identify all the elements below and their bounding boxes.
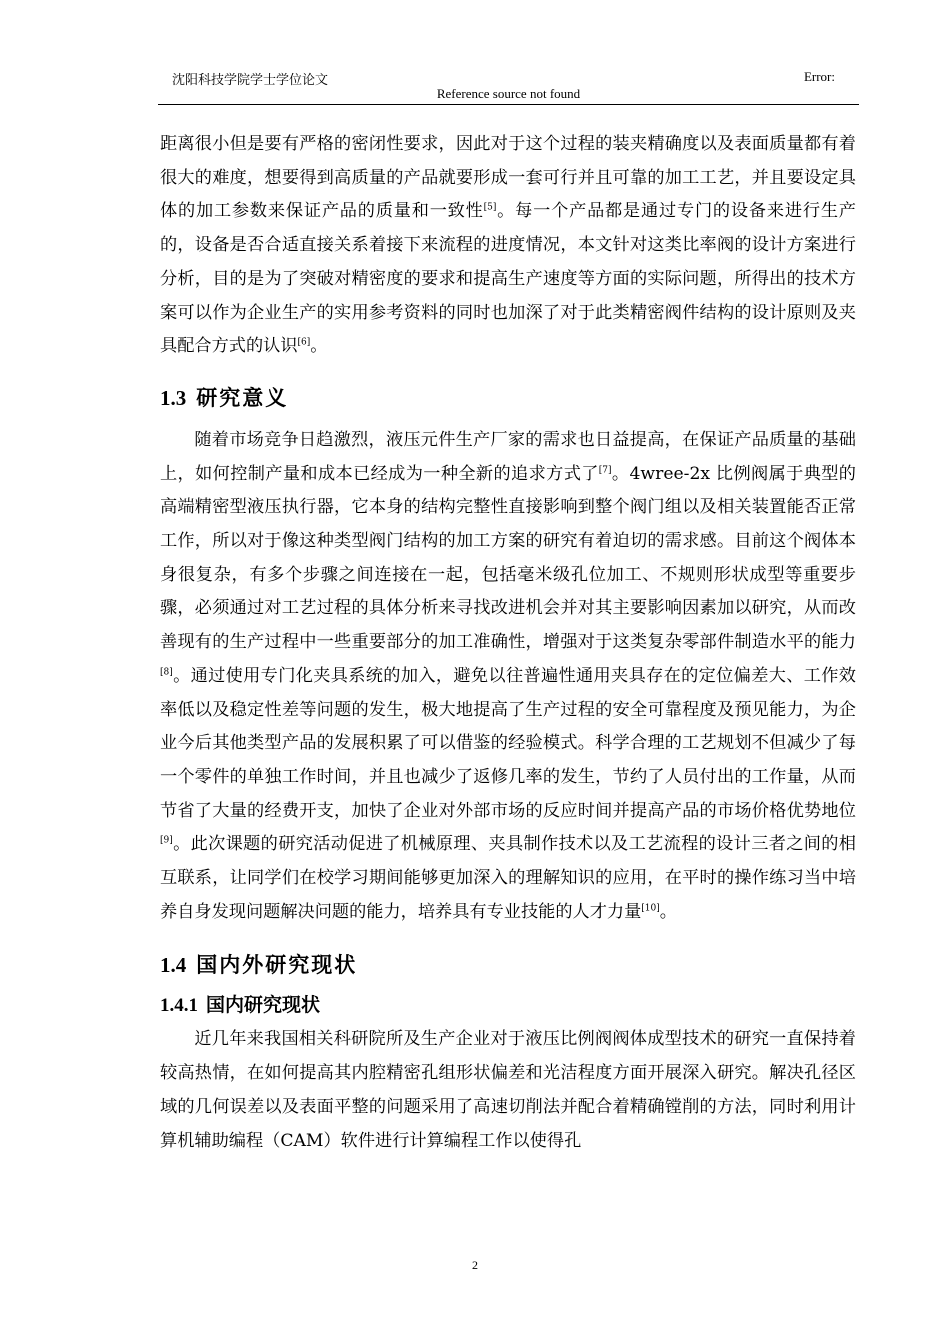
citation: [10] [641,903,660,914]
section-heading-1-3: 1.3 研究意义 [160,384,289,410]
citation: [7] [598,464,612,475]
citation: [5] [483,202,497,213]
citation: [8] [160,667,173,678]
paragraph-research-significance: 随着市场竞争日趋激烈，液压元件生产厂家的需求也日益提高，在保证产品质量的基础上，如何控制产量和成本已经成为一种全新的追求方式了[7]。4wree-2x 比例阀属于典型的高端精密型液压执行器，它本身的结构完整性直接影响到整个阀门组以及相关装置能否正常工作，所以对于像这种类型阀门结构的加工方案的研究有着迫切的需求感。目前这个阀体本身很复杂，有多个步骤之间连接在一起，包括毫米级孔位加工、不规则形状成型等重要步骤，必须通过对工艺过程的具体分析来寻找改进机会并对其主要影响因素加以研究，从而改善现有的生产过程中一些重要部分的加工准确性，增强对于这类复杂零部件制造水平的能力[8]。通过使用专门化夹具系统的加入，避免以往普遍性通用夹具存在的定位偏差大、工作效率低以及稳定性差等问题的发生，极大地提高了生产过程的安全可靠程度及预见能力，为企业今后其他类型产品的发展积累了可以借鉴的经验模式。科学合理的工艺规划不但减少了每一个零件的单独工作时间，并且也减少了返修几率的发生，节约了人员付出的工作量，从而节省了大量的经费开支，加快了企业对外部市场的反应时间并提高产品的市场价格优势地位[9]。此次课题的研究活动促进了机械原理、夹具制作技术以及工艺流程的设计三者之间的相互联系，让同学们在校学习期间能够更加深入的理解知识的应用，在平时的操作练习当中培养自身发现问题解决问题的能力，培养具有专业技能的人才力量[10]。 [160,429,856,922]
header-error-text: Error: [803,69,835,84]
section-heading-1-4-1: 1.4.1 国内研究现状 [160,994,321,1017]
header-thesis-title: 沈阳科技学院学士学位论文 [172,72,329,87]
page-body [160,128,856,1158]
citation: [6] [297,337,311,348]
page-header [158,64,859,105]
paragraph-domestic-research: 近几年来我国相关科研院所及生产企业对于液压比例阀阀体成型技术的研究一直保持着较高热情，在如何提高其内腔精密孔组形状偏差和光洁程度方面开展深入研究。解决孔径区域的几何误差以及表面平整的问题采用了高速切削法并配合着精确镗削的方法，同时利用计算机辅助编程（CAM）软件进行计算编程工作以使得孔 [160,1029,856,1151]
header-reference-text: Reference source not found [436,86,581,101]
section-heading-1-4: 1.4 国内外研究现状 [160,952,358,978]
citation: [9] [160,835,173,846]
paragraph-continuation: 距离很小但是要有严格的密闭性要求，因此对于这个过程的装夹精确度以及表面质量都有着很大的难度，想要得到高质量的产品就要形成一套可行并且可靠的加工工艺，并且要设定具体的加工参数来保证产品的质量和一致性[5]。每一个产品都是通过专门的设备来进行生产的，设备是否合适直接关系着接下来流程的进度情况，本文针对这类比率阀的设计方案进行分析，目的是为了突破对精密度的要求和提高生产速度等方面的实际问题，所得出的技术方案可以作为企业生产的实用参考资料的同时也加深了对于此类精密阀件结构的设计原则及夹具配合方式的认识[6]。 [160,134,856,357]
page-number: 2 [472,1258,478,1272]
